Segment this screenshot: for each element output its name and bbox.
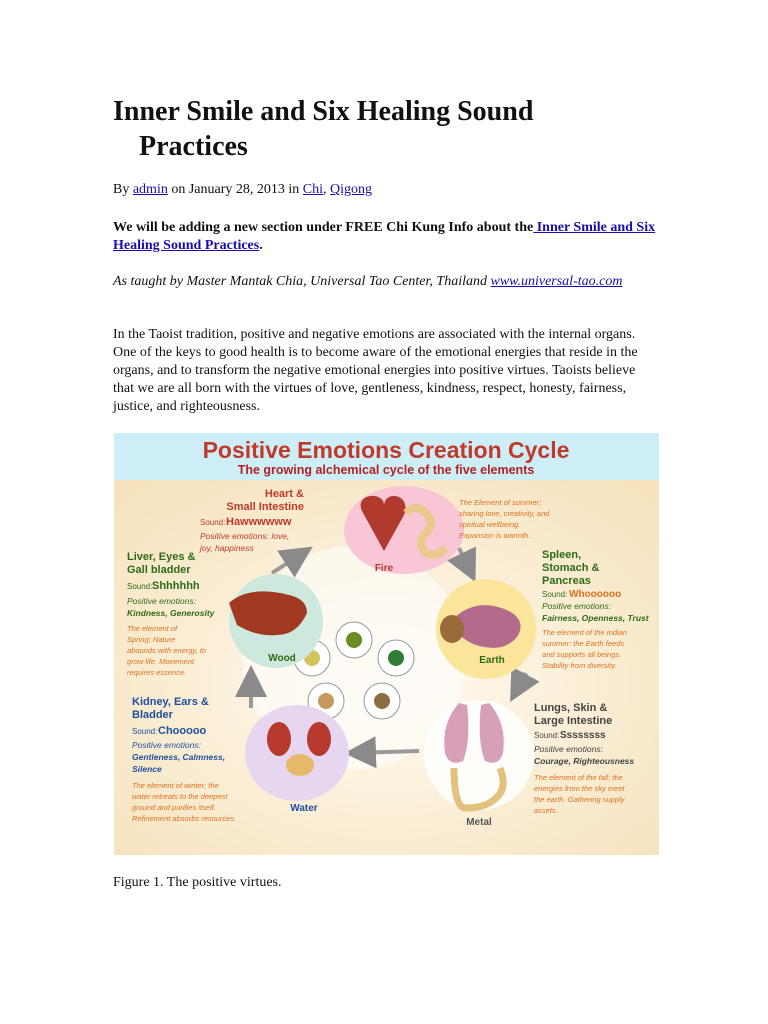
universal-tao-link[interactable]: www.universal-tao.com <box>490 274 623 289</box>
right-kidney-icon <box>307 722 331 756</box>
water-note-2: water retreats to the deepest <box>132 792 228 801</box>
water-circle <box>245 705 349 801</box>
wood-sound: Shhhhhh <box>152 580 200 592</box>
category-link-chi[interactable]: Chi <box>302 182 324 197</box>
metal-note-2: energies from the sky meet <box>534 784 625 793</box>
wood-organ-line-1: Liver, Eyes & <box>127 551 196 563</box>
fire-note-4: Expansion is warmth. <box>459 531 531 540</box>
earth-note-4: Stability from diversity. <box>542 661 617 670</box>
metal-note-1: The element of the fall; the <box>534 773 623 782</box>
figure-caption: Figure 1. The positive virtues. <box>113 875 282 890</box>
earth-emotions-label: Positive emotions: <box>542 601 611 611</box>
earth-sound-prefix: Sound: <box>542 590 568 599</box>
post-meta <box>113 182 372 198</box>
earth-note-1: The element of the Indian <box>542 628 628 637</box>
fire-sound: Hawwwwww <box>226 516 292 528</box>
intro-paragraph: In the Taoist tradition, positive and negative emotions are associated with the internal organs. One of the keys to good health is to become aware of the emotional energies that reside in the organs, and to transform the negative emotional energies into positive virtues. Taoists believe that we are all born with the virtues of love, gentleness, kindness, respect, honesty, fairness, justice, and righteousness. <box>113 327 638 414</box>
category-link-qigong[interactable]: Qigong <box>330 182 373 197</box>
wood-emotions-label: Positive emotions: <box>127 596 196 606</box>
fire-note-1: The Element of summer; <box>459 498 542 507</box>
fire-emotions-1: Positive emotions: love, <box>200 531 290 541</box>
water-emotions-label: Positive emotions: <box>132 740 201 750</box>
announcement <box>113 219 658 255</box>
earth-note-3: and supports all beings. <box>542 650 622 659</box>
bladder-icon <box>286 754 314 776</box>
arrow-metal-to-water <box>352 751 419 753</box>
fire-note-3: spiritual wellbeing. <box>459 520 521 529</box>
metal-circle <box>424 700 534 810</box>
earth-sound: Whoooooo <box>569 589 622 600</box>
earth-organ-line-3: Pancreas <box>542 575 591 587</box>
fire-circle <box>344 486 464 574</box>
fire-emotions-2: joy, happiness <box>200 543 254 553</box>
wood-organ-line-2: Gall bladder <box>127 564 191 576</box>
meta-separator: , <box>323 182 331 197</box>
metal-note-3: the earth. Gathering supply <box>534 795 625 804</box>
earth-organ-line-2: Stomach & <box>542 562 600 574</box>
wood-note-2: Spring; Nature <box>127 635 176 644</box>
meta-date: on January 28, 2013 in <box>167 182 303 197</box>
author-link[interactable]: admin <box>132 182 168 197</box>
metal-note-4: assets. <box>534 806 558 815</box>
wood-note-1: The element of <box>127 624 178 633</box>
wood-emotions: Kindness, Generosity <box>127 608 215 618</box>
earth-organ-line-1: Spleen, <box>542 549 582 561</box>
earth-note-2: summer: the Earth feeds <box>542 639 625 648</box>
left-kidney-icon <box>267 722 291 756</box>
inner-smile-link[interactable]: Inner Smile and Six Healing Sound Practices <box>113 220 656 253</box>
water-label: Water <box>290 803 318 814</box>
wood-label: Wood <box>268 653 296 664</box>
metal-organ-line-2: Large Intestine <box>534 715 613 727</box>
wood-sound-prefix: Sound: <box>127 582 153 591</box>
water-organ-line-1: Kidney, Ears & <box>132 696 209 708</box>
five-elements-figure <box>114 433 659 855</box>
metal-label: Metal <box>466 817 492 828</box>
article-title <box>113 94 633 164</box>
figure-title: Positive Emotions Creation Cycle <box>202 437 570 463</box>
water-organ-line-2: Bladder <box>132 709 173 721</box>
water-emotions-1: Gentleness, Calmness, <box>132 752 226 762</box>
taught-by-line <box>113 273 658 291</box>
water-sound-prefix: Sound: <box>132 727 158 736</box>
metal-sound: Ssssssss <box>560 730 606 741</box>
metal-emotions: Courage, Righteousness <box>534 756 635 766</box>
fire-sound-prefix: Sound: <box>200 518 226 527</box>
announcement-end: . <box>259 238 263 253</box>
water-emotions-2: Silence <box>132 764 162 774</box>
water-note-4: Refinement absorbs resources. <box>132 814 237 823</box>
taught-by-text: As taught by Master Mantak Chia, Universal Tao Center, Thailand <box>113 274 491 289</box>
earth-emotions: Fairness, Openness, Trust <box>542 613 649 623</box>
water-sound: Chooooo <box>158 725 207 737</box>
five-elements-diagram <box>114 433 659 855</box>
metal-organ-line-1: Lungs, Skin & <box>534 702 608 714</box>
title-line-1: Inner Smile and Six Healing Sound <box>113 96 534 127</box>
spleen-icon <box>440 615 464 643</box>
announcement-text: We will be adding a new section under FREE Chi Kung Info about the <box>113 220 534 235</box>
earth-label: Earth <box>479 655 505 666</box>
metal-emotions-label: Positive emotions: <box>534 744 603 754</box>
wood-note-5: requires essence. <box>127 668 187 677</box>
wood-note-4: grow life. Movement <box>127 657 195 666</box>
metal-sound-prefix: Sound: <box>534 731 560 740</box>
fire-organ-line-2: Small Intestine <box>226 501 304 513</box>
water-note-3: ground and purifies itself. <box>132 803 216 812</box>
water-note-1: The element of winter; the <box>132 781 219 790</box>
title-line-2: Practices <box>139 131 248 162</box>
wood-note-3: abounds with energy, to <box>127 646 207 655</box>
fire-note-2: sharing love, creativity, and <box>459 509 550 518</box>
fire-organ-line-1: Heart & <box>264 488 304 500</box>
meta-by: By <box>113 182 133 197</box>
fire-label: Fire <box>374 563 394 574</box>
figure-subtitle: The growing alchemical cycle of the five elements <box>237 463 535 477</box>
